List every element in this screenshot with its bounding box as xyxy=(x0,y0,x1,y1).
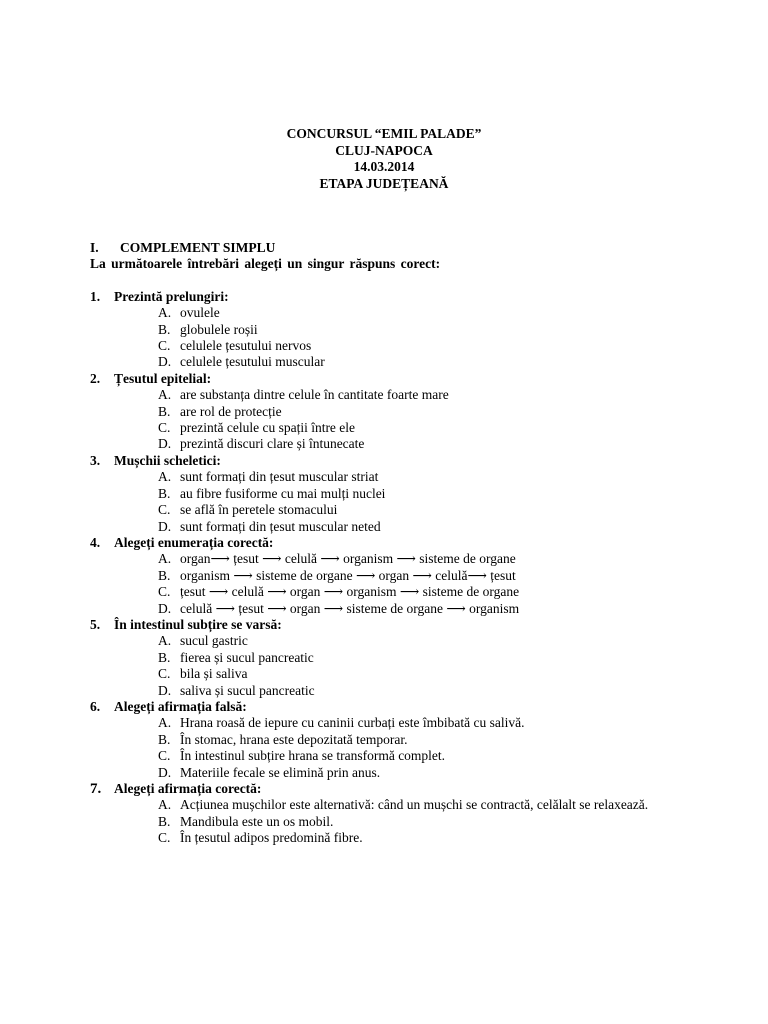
option-text: sucul gastric xyxy=(180,633,248,649)
option-text: fierea și sucul pancreatic xyxy=(180,649,314,665)
option-text: bila și saliva xyxy=(180,666,248,682)
document-header xyxy=(0,126,768,192)
answer-option xyxy=(90,797,690,813)
option-text: globulele roșii xyxy=(180,321,258,337)
answer-option xyxy=(90,568,690,584)
question-number: 3. xyxy=(90,452,101,468)
option-text: prezintă celule cu spații între ele xyxy=(180,420,356,436)
option-letter: A. xyxy=(158,797,172,813)
option-letter: C. xyxy=(158,338,171,354)
answer-option xyxy=(90,601,690,617)
option-letter: B. xyxy=(158,649,171,665)
answer-option xyxy=(90,650,690,666)
option-letter: C. xyxy=(158,502,171,518)
question-text: Alegeți afirmația falsă: xyxy=(114,698,247,714)
option-letter: A. xyxy=(158,633,172,649)
option-text: prezintă discuri clare și întunecate xyxy=(180,436,365,452)
option-text: În intestinul subțire hrana se transformă complet. xyxy=(180,748,446,764)
question-number: 4. xyxy=(90,534,101,550)
question-3 xyxy=(90,453,690,535)
question-number: 7. xyxy=(90,781,102,797)
contest-stage: ETAPA JUDEȚEANĂ xyxy=(319,175,449,191)
option-letter: D. xyxy=(158,354,172,370)
answer-option xyxy=(90,436,690,452)
option-text: Materiile fecale se elimină prin anus. xyxy=(180,764,381,780)
section-instruction: La următoarele întrebări alegeți un singur răspuns corect: xyxy=(90,256,441,272)
answer-option xyxy=(90,551,690,567)
answer-option xyxy=(90,814,690,830)
question-text: Alegeți enumerația corectă: xyxy=(114,534,274,550)
question-text: Prezintă prelungiri: xyxy=(114,288,229,304)
option-text: organ⟶ țesut ⟶ celulă ⟶ organism ⟶ sisteme de organe xyxy=(180,551,516,567)
answer-option xyxy=(90,502,690,518)
question-list xyxy=(90,289,690,847)
answer-option xyxy=(90,584,690,600)
answer-option xyxy=(90,305,690,321)
option-letter: C. xyxy=(158,420,171,436)
question-text: Mușchii scheletici: xyxy=(114,452,221,468)
option-letter: B. xyxy=(158,731,171,747)
option-letter: D. xyxy=(158,600,172,616)
option-text: are substanța dintre celule în cantitate foarte mare xyxy=(180,387,449,403)
question-6 xyxy=(90,699,690,781)
question-number: 1. xyxy=(90,288,101,304)
answer-option xyxy=(90,748,690,764)
option-letter: A. xyxy=(158,387,172,403)
option-text: Hrana roasă de iepure cu caninii curbați este îmbibată cu salivă. xyxy=(180,715,525,731)
option-text: În țesutul adipos predomină fibre. xyxy=(180,830,363,846)
option-letter: D. xyxy=(158,436,172,452)
option-letter: B. xyxy=(158,567,171,583)
option-text: celulele țesutului muscular xyxy=(180,354,325,370)
question-text: Țesutul epitelial: xyxy=(114,370,212,386)
option-text: organism ⟶ sisteme de organe ⟶ organ ⟶ celulă⟶ țesut xyxy=(180,567,516,583)
answer-option xyxy=(90,666,690,682)
question-number: 5. xyxy=(90,616,101,632)
option-text: are rol de protecție xyxy=(180,403,282,419)
option-letter: C. xyxy=(158,584,171,600)
answer-option xyxy=(90,486,690,502)
option-text: se află în peretele stomacului xyxy=(180,502,338,518)
question-text: În intestinul subțire se varsă: xyxy=(114,616,282,632)
answer-option xyxy=(90,354,690,370)
option-letter: A. xyxy=(158,305,172,321)
answer-option xyxy=(90,404,690,420)
option-letter: A. xyxy=(158,469,172,485)
option-text: saliva și sucul pancreatic xyxy=(180,682,315,698)
option-text: În stomac, hrana este depozitată temporar. xyxy=(180,731,408,747)
option-letter: B. xyxy=(158,321,171,337)
question-4 xyxy=(90,535,690,617)
answer-option xyxy=(90,633,690,649)
option-letter: A. xyxy=(158,551,172,567)
answer-option xyxy=(90,519,690,535)
question-number: 2. xyxy=(90,370,101,386)
answer-option xyxy=(90,338,690,354)
option-letter: D. xyxy=(158,764,172,780)
option-letter: D. xyxy=(158,518,172,534)
answer-option xyxy=(90,322,690,338)
option-letter: B. xyxy=(158,813,171,829)
option-letter: D. xyxy=(158,682,172,698)
contest-date: 14.03.2014 xyxy=(353,159,415,174)
question-2 xyxy=(90,371,690,453)
option-letter: B. xyxy=(158,485,171,501)
option-letter: A. xyxy=(158,715,172,731)
answer-option xyxy=(90,732,690,748)
answer-option xyxy=(90,715,690,731)
question-1 xyxy=(90,289,690,371)
section-heading xyxy=(90,240,690,256)
option-text: celulele țesutului nervos xyxy=(180,338,312,354)
answer-option xyxy=(90,683,690,699)
option-text: țesut ⟶ celulă ⟶ organ ⟶ organism ⟶ sisteme de organe xyxy=(180,584,520,600)
answer-option xyxy=(90,469,690,485)
option-text: ovulele xyxy=(180,305,220,321)
answer-option xyxy=(90,765,690,781)
question-number: 6. xyxy=(90,698,101,714)
option-text: sunt formați din țesut muscular striat xyxy=(180,469,379,485)
option-text: Mandibula este un os mobil. xyxy=(180,813,334,829)
section-complement-simplu xyxy=(90,240,690,847)
option-text: Acțiunea mușchilor este alternativă: când un mușchi se contractă, celălalt se relaxează. xyxy=(180,797,649,813)
contest-city: CLUJ-NAPOCA xyxy=(335,142,433,158)
answer-option xyxy=(90,420,690,436)
question-5 xyxy=(90,617,690,699)
question-text: Alegeți afirmația corectă: xyxy=(114,781,262,796)
answer-option xyxy=(90,830,690,846)
option-letter: C. xyxy=(158,748,171,764)
option-text: celulă ⟶ țesut ⟶ organ ⟶ sisteme de organe ⟶ organism xyxy=(180,600,520,616)
question-7 xyxy=(90,781,690,847)
option-letter: C. xyxy=(158,830,171,846)
option-letter: B. xyxy=(158,403,171,419)
answer-option xyxy=(90,387,690,403)
contest-title: CONCURSUL “EMIL PALADE” xyxy=(286,126,482,141)
section-title: COMPLEMENT SIMPLU xyxy=(120,240,276,255)
option-letter: C. xyxy=(158,666,171,682)
option-text: sunt formați din țesut muscular neted xyxy=(180,518,381,534)
option-text: au fibre fusiforme cu mai mulți nuclei xyxy=(180,485,386,501)
section-number: I. xyxy=(90,240,99,255)
